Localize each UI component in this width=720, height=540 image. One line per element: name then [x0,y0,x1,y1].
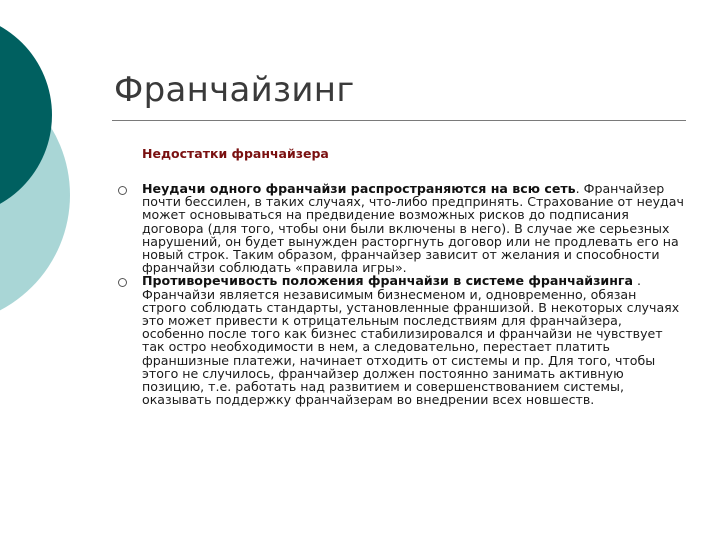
bullet-list [118,182,684,406]
dark-teal-circle [0,13,52,217]
list-item-body: . Франчайзи является независимым бизнесменом и, одновременно, обязан строго соблюдать стандарты, установленные франшизой. В некоторых случаях это может привести к отрицательным последствиям для франчайзера, особенно после того как бизнес стабилизировался и франчайзи не чувствует так остро необходимости в нем, а следовательно, перестает платить франшизные платежи, начинает отходить от системы и пр. Для того, чтобы этого не случилось, франчайзер должен постоянно занимать активную позицию, т.е. работать над развитием и совершенствованием системы, оказывать поддержку франчайзерам во внедрении всех новшеств. [142,273,680,408]
slide-title: Франчайзинг [114,70,355,110]
list-item-text [142,182,684,274]
list-item [118,182,684,274]
list-item-body: . Франчайзер почти бессилен, в таких случаях, что-либо предпринять. Страхование от неудач может основываться на предвидение возможных рисков до подписания договора (для того, чтобы они были включены в него). В случае же серьезных нарушений, он будет вынужден расторгнуть договор или не продлевать его на новый строк. Таким образом, франчайзер зависит от желания и способности франчайзи соблюдать «правила игры». [142,181,684,276]
list-item-lead: Противоречивость положения франчайзи в системе франчайзинга [142,273,633,289]
list-item-lead: Неудачи одного франчайзи распространяются на всю сеть [142,181,576,196]
list-item-text [142,274,684,406]
slide-subtitle: Недостатки франчайзера [142,146,329,161]
circle-bullet-icon [118,278,127,287]
circle-bullet-icon [118,186,127,195]
list-item [118,274,684,406]
title-divider [112,120,686,121]
light-teal-circle [0,65,70,325]
